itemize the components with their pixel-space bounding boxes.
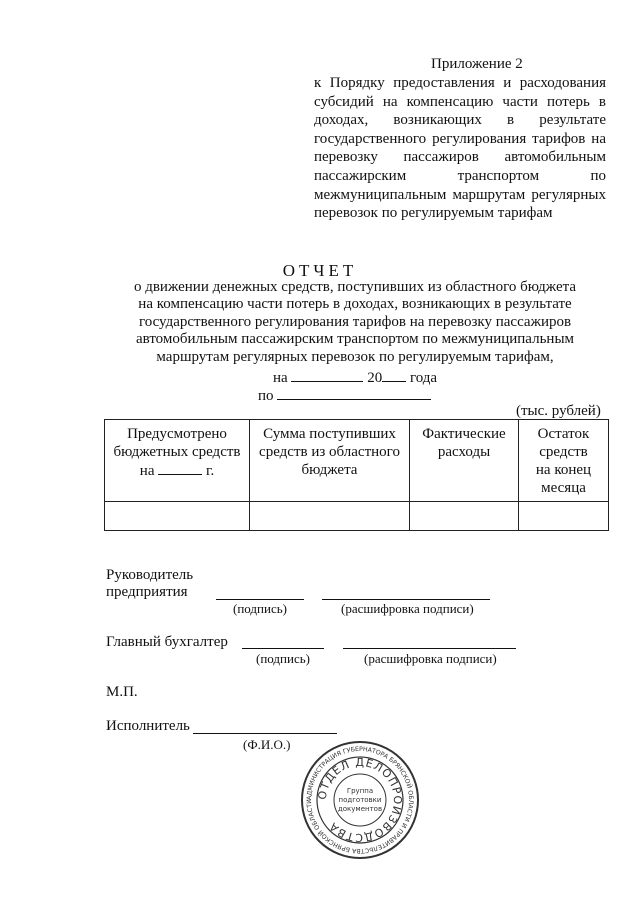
header-cell-planned [105, 420, 250, 502]
header-text [109, 461, 245, 480]
header-text: Остаток [537, 426, 590, 442]
header-text: г. [205, 463, 215, 479]
header-cell-received [250, 420, 410, 502]
date-suffix: года [409, 370, 438, 386]
executor-label: Исполнитель [106, 718, 190, 734]
accountant-signature-line[interactable] [242, 648, 324, 649]
accountant-decode-caption: (расшифровка подписи) [364, 651, 497, 666]
report-subtitle-line: государственного регулирования тарифов на перевозку пассажиров [138, 313, 572, 330]
header-text: Сумма поступивших [263, 426, 396, 442]
seal-place-label: М.П. [106, 684, 138, 700]
table-cell[interactable] [105, 502, 250, 531]
header-text: бюджетных средств [113, 444, 241, 460]
head-decode-caption: (расшифровка подписи) [341, 601, 474, 616]
units-label: (тыс. рублей) [516, 403, 601, 419]
header-text: средств из областного [259, 444, 400, 460]
appendix-text: к Порядку предоставления и расходования субсидий на компенсацию части потерь в доходах, возникающих в результате государственного регулирования тарифов на перевозку пассажиров автомобильным пассажирским транспортом по межмуниципальным маршрутам регулярных перевозок по регулируемым тарифам [314, 75, 606, 222]
executor-fio-caption: (Ф.И.О.) [243, 737, 291, 752]
stamp-ring-textpath: АДМИНИСТРАЦИЯ ГУБЕРНАТОРА БРЯНСКОЙ ОБЛАСТИ И ПРАВИТЕЛЬСТВА БРЯНСКОЙ ОБЛАСТИ [305, 745, 415, 855]
header-cell-actual [410, 420, 519, 502]
office-stamp [300, 740, 420, 860]
head-signature-line[interactable] [216, 599, 304, 600]
table-cell[interactable] [410, 502, 519, 531]
date-blank[interactable] [291, 368, 363, 382]
planned-year-blank[interactable] [158, 461, 202, 475]
accountant-label: Главный бухгалтер [106, 634, 228, 650]
header-text: на конец [535, 462, 592, 478]
appendix-title: Приложение 2 [431, 56, 523, 72]
report-subtitle-line: автомобильным пассажирским транспортом по межмуниципальным [135, 331, 575, 348]
report-title: ОТЧЕТ [282, 261, 358, 280]
report-subtitle [90, 279, 620, 366]
organization-blank[interactable] [277, 386, 431, 400]
header-text: Предусмотрено [127, 426, 227, 442]
report-subtitle-line: маршрутам регулярных перевозок по регулируемым тарифам, [156, 348, 554, 365]
header-text: месяца [541, 480, 586, 496]
report-by-line [258, 386, 431, 405]
accountant-sign-caption: (подпись) [256, 651, 310, 666]
header-text: Фактические [422, 426, 506, 442]
date-year: 20 [367, 370, 383, 386]
header-cell-balance [519, 420, 609, 502]
header-text: расходы [437, 444, 491, 460]
table-cell[interactable] [519, 502, 609, 531]
accountant-decode-line[interactable] [343, 648, 516, 649]
head-label-line2: предприятия [106, 584, 188, 600]
stamp-inner-textpath: ОТДЕЛ ДЕЛОПРОИЗВОДСТВА [315, 755, 405, 845]
stamp-center-line: Группа [346, 787, 374, 795]
date-prefix: на [273, 370, 288, 386]
table-row [105, 502, 609, 531]
by-prefix: по [258, 388, 274, 404]
year-blank[interactable] [382, 368, 406, 382]
head-sign-caption: (подпись) [233, 601, 287, 616]
header-text: на [139, 463, 155, 479]
report-subtitle-line: на компенсацию части потерь в доходах, возникающих в результате [138, 296, 572, 313]
header-text: средств [539, 444, 588, 460]
report-subtitle-line: о движении денежных средств, поступивших из областного бюджета [133, 279, 577, 295]
report-date-line [273, 368, 437, 387]
head-decode-line[interactable] [322, 599, 490, 600]
stamp-center-line: подготовки [338, 796, 382, 804]
table-cell[interactable] [250, 502, 410, 531]
executor-name-line[interactable] [193, 733, 337, 734]
header-text: бюджета [301, 462, 358, 478]
stamp-center-line: документов [337, 805, 383, 813]
report-table [104, 419, 609, 531]
head-label-line1: Руководитель [106, 567, 194, 583]
table-header-row [105, 420, 609, 502]
